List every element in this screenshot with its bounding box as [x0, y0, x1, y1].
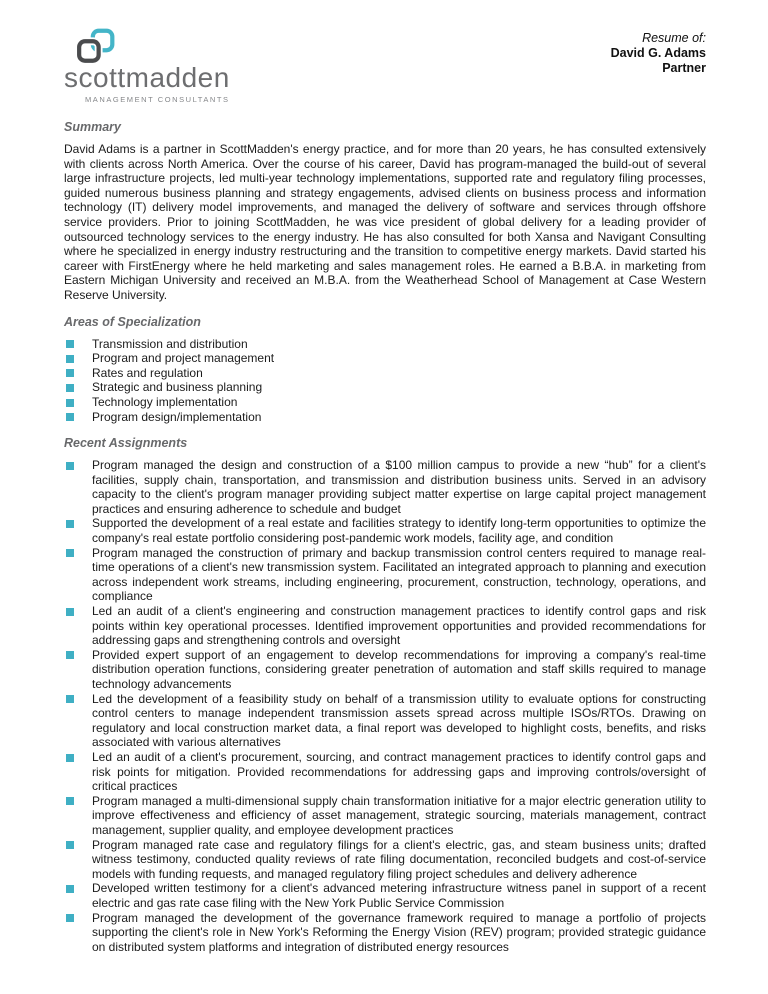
bullet-square-icon [66, 369, 74, 377]
list-item [64, 337, 706, 352]
list-item-text: Led an audit of a client's engineering and construction management practices to identify control gaps and risk points within key operational processes. Identified improvement opportunities and provided recommendations for addressing gaps and strengthening controls and oversight [92, 604, 706, 648]
list-item-text: Program design/implementation [92, 409, 262, 424]
list-item [64, 458, 706, 516]
list-item-text: Developed written testimony for a client's advanced metering infrastructure witness panel in support of a recent electric and gas rate case filing with the New York Public Service Commission [92, 881, 706, 910]
list-item [64, 750, 706, 794]
list-item [64, 410, 706, 425]
list-item [64, 692, 706, 750]
scottmadden-logo [64, 28, 230, 104]
bullet-square-icon [66, 413, 74, 421]
list-item [64, 648, 706, 692]
page-header [64, 28, 706, 104]
bullet-square-icon [66, 520, 74, 528]
bullet-square-icon [66, 355, 74, 363]
bullet-square-icon [66, 754, 74, 762]
list-item [64, 366, 706, 381]
summary-section [64, 120, 706, 303]
list-item [64, 838, 706, 882]
bullet-square-icon [66, 651, 74, 659]
bullet-square-icon [66, 462, 74, 470]
bullet-square-icon [66, 399, 74, 407]
bullet-square-icon [66, 914, 74, 922]
bullet-square-icon [66, 885, 74, 893]
list-item-text: Provided expert support of an engagement to develop recommendations for improving a company's real-time distribution operation functions, considering greater penetration of automation and staff skills required to manage technology advancements [92, 647, 706, 691]
list-item [64, 351, 706, 366]
list-item-text: Program managed the design and construction of a $100 million campus to provide a new “hub” for a client's facilities, supply chain, transportation, and transmission and distribution business units. Served in an advisory capacity to the client's program manager providing subject matter expertise on large capital project management practices and ensuring adherence to schedule and budget [92, 458, 706, 516]
list-item-text: Transmission and distribution [92, 336, 248, 351]
list-item [64, 604, 706, 648]
list-item-text: Supported the development of a real estate and facilities strategy to identify long-term opportunities to optimize the company's real estate portfolio considering post-pandemic work models, facility age, and condition [92, 516, 706, 546]
list-item [64, 794, 706, 838]
list-item [64, 911, 706, 955]
list-item [64, 546, 706, 604]
logo-tagline: MANAGEMENT CONSULTANTS [85, 95, 230, 104]
list-item-text: Led an audit of a client's procurement, sourcing, and contract management practices to identify control gaps and risk points for mitigation. Provided recommendations for addressing gaps and improving controls/oversight of critical practices [92, 749, 706, 794]
bullet-square-icon [66, 384, 74, 392]
person-title: Partner [662, 61, 706, 75]
areas-of-specialization-heading: Areas of Specialization [64, 314, 201, 329]
bullet-square-icon [66, 549, 74, 557]
areas-of-specialization-list [64, 337, 706, 425]
list-item-text: Program managed rate case and regulatory filings for a client's electric, gas, and steam business units; drafted witness testimony, conducted quality reviews of rate filing documentation, reconciled budgets and cost-of-service models with funding requests, and managed regulatory filing project schedules and delivery adherence [92, 837, 706, 881]
list-item-text: Program managed the construction of primary and backup transmission control centers required to manage real-time operations of a client's new transmission system. Facilitated an integrated approach to planning and execution across independent work streams, including engineering, procurement, construction, technology, operations, and compliance [92, 545, 706, 604]
resume-of-label: Resume of: [642, 31, 706, 45]
list-item-text: Program managed the development of the governance framework required to manage a portfolio of projects supporting the client's role in New York's Reforming the Energy Vision (REV) program; provided strategic guidance on distributed system platforms and integration of distributed energy resources [92, 910, 706, 954]
resume-of-block [611, 28, 706, 76]
list-item-text: Program and project management [92, 351, 275, 366]
recent-assignments-heading: Recent Assignments [64, 436, 188, 451]
list-item-text: Strategic and business planning [92, 380, 263, 395]
summary-heading: Summary [64, 120, 121, 134]
bullet-square-icon [66, 340, 74, 348]
bullet-square-icon [66, 695, 74, 703]
list-item [64, 516, 706, 545]
bullet-square-icon [66, 797, 74, 805]
list-item [64, 380, 706, 395]
recent-assignments-section [64, 436, 706, 954]
recent-assignments-list [64, 458, 706, 954]
list-item [64, 881, 706, 910]
list-item-text: Rates and regulation [92, 365, 203, 380]
list-item-text: Led the development of a feasibility study on behalf of a transmission utility to evaluate options for constructing control centers to manage independent transmission assets spread across multiple ISOs/RTOs. Drawing on regulatory and local construction market data, a final report was developed to highlight costs, benefits, and risks associated with various alternatives [92, 691, 706, 750]
logo-wordmark: scottmadden [64, 62, 230, 93]
areas-of-specialization-section [64, 315, 706, 425]
summary-paragraph: David Adams is a partner in ScottMadden's energy practice, and for more than 20 years, he has consulted extensively with clients across North America. Over the course of his career, David has program-managed the build-out of several large infrastructure projects, led multi-year technology implementations, supported rate and regulatory filing processes, guided numerous business planning and strategy engagements, advised clients on business process and information technology (IT) delivery model improvements, and managed the delivery of software and services through offshore service providers. Prior to joining ScottMadden, he was vice president of global delivery for a leading provider of outsourced technology services to the energy industry. He has also consulted for both Xansa and Navigant Consulting where he specialized in energy industry restructuring and the transition to competitive energy markets. David started his career with FirstEnergy where he held marketing and sales management roles. He earned a B.B.A. in marketing from Eastern Michigan University and received an M.B.A. from the Weatherhead School of Management at Case Western Reserve University. [64, 142, 706, 302]
list-item [64, 395, 706, 410]
list-item-text: Technology implementation [92, 394, 238, 409]
bullet-square-icon [66, 841, 74, 849]
list-item-text: Program managed a multi-dimensional supply chain transformation initiative for a major electric generation utility to improve effectiveness and efficiency of asset management, strategic sourcing, materials management, contract management, supplier quality, and employee development practices [92, 793, 706, 837]
bullet-square-icon [66, 608, 74, 616]
scottmadden-logo-icon [76, 28, 116, 64]
person-name: David G. Adams [610, 46, 706, 60]
